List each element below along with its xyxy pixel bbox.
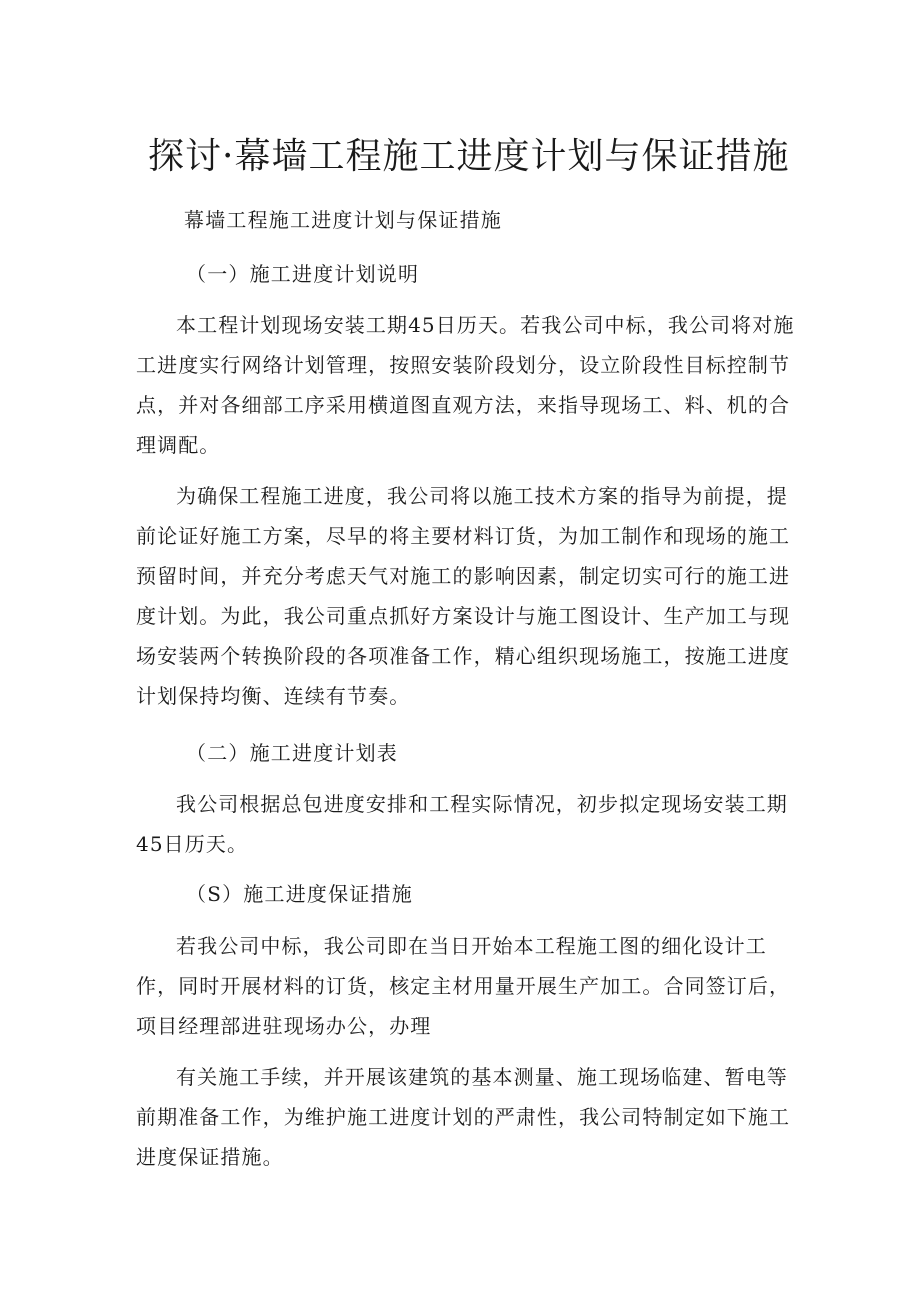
paragraph-schedule-description (136, 305, 796, 465)
paragraph-text: 有关施工手续，并开展该建筑的基本测量、施工现场临建、暂电等前期准备工作，为维护施工进度计划的严肃性，我公司特制定如下施工进度保证措施。 (136, 1065, 791, 1169)
document-title: 探讨·幕墙工程施工进度计划与保证措施 (148, 136, 790, 177)
paragraph-measures-1 (136, 926, 796, 1046)
paragraph-schedule-assurance (136, 476, 796, 716)
section-heading-1: （一）施工进度计划说明 (186, 262, 420, 286)
paragraph-text: 我公司根据总包进度安排和工程实际情况，初步拟定现场安装工期45日历天。 (136, 792, 788, 856)
paragraph-text: 本工程计划现场安装工期45日历天。若我公司中标，我公司将对施工进度实行网络计划管理，按照安装阶段划分，设立阶段性目标控制节点，并对各细部工序采用横道图直观方法，来指导现场工、料、机的合理调配。 (136, 313, 795, 457)
paragraph-text: 若我公司中标，我公司即在当日开始本工程施工图的细化设计工作，同时开展材料的订货，核定主材用量开展生产加工。合同签订后，项目经理部进驻现场办公，办理 (136, 934, 791, 1038)
section-heading-3: （S）施工进度保证措施 (186, 882, 413, 906)
paragraph-text: 为确保工程施工进度，我公司将以施工技术方案的指导为前提，提前论证好施工方案，尽早的将主要材料订货，为加工制作和现场的施工预留时间，并充分考虑天气对施工的影响因素，制定切实可行的施工进度计划。为此，我公司重点抓好方案设计与施工图设计、生产加工与现场安装两个转换阶段的各项准备工作，精心组织现场施工，按施工进度计划保持均衡、连续有节奏。 (136, 484, 791, 708)
document-subtitle: 幕墙工程施工进度计划与保证措施 (184, 208, 502, 232)
section-heading-2: （二）施工进度计划表 (186, 741, 398, 765)
paragraph-measures-2 (136, 1057, 796, 1177)
paragraph-schedule-table (136, 784, 796, 864)
